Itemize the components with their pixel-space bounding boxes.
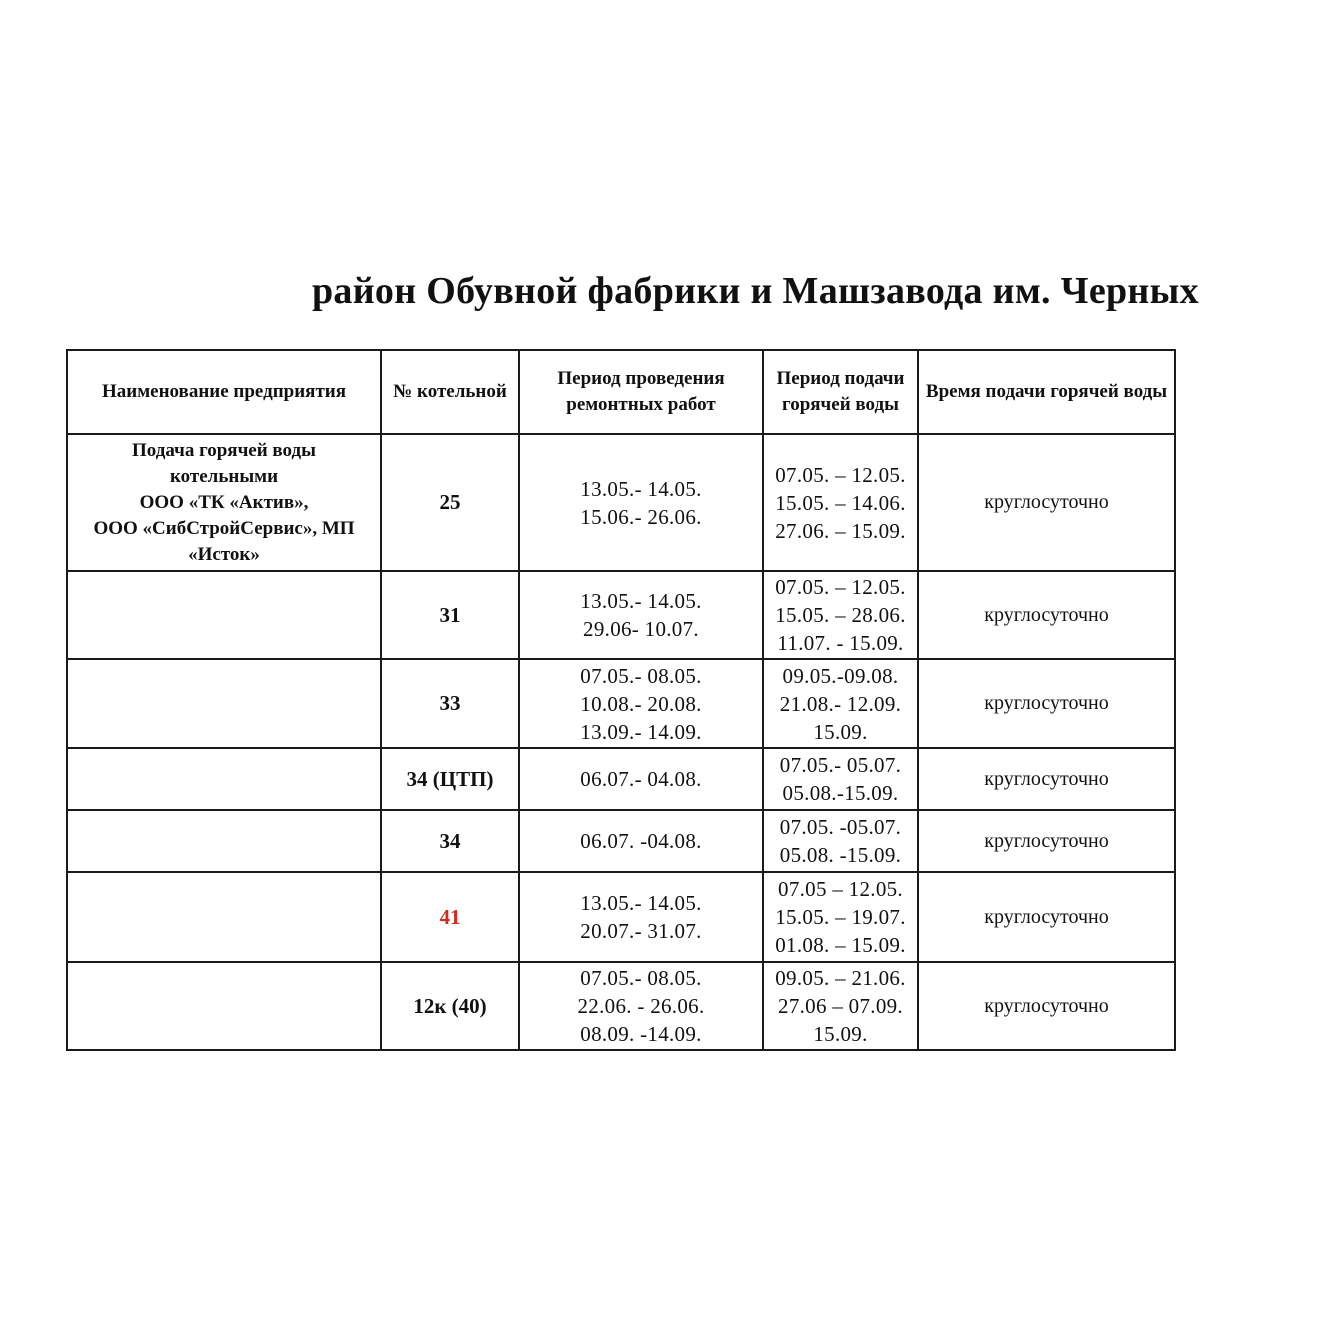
- supply-period-cell: [763, 872, 918, 962]
- header-repair-period: Период проведения ремонтных работ: [519, 350, 763, 434]
- table-row: [67, 571, 1175, 659]
- supply-line: 27.06 – 07.09.: [778, 994, 903, 1018]
- organization-line: котельными: [169, 465, 279, 487]
- repair-line: 08.09. -14.09.: [580, 1022, 702, 1046]
- supply-time-cell: круглосуточно: [918, 659, 1175, 748]
- table-body: [67, 434, 1175, 1050]
- supply-line: 09.05.-09.08.: [782, 663, 899, 688]
- repair-line: 15.06.- 26.06.: [580, 504, 702, 529]
- supply-line: 27.06. – 15.09.: [775, 518, 906, 543]
- repair-period-cell: [519, 872, 763, 962]
- supply-line: 05.08.-15.09.: [782, 781, 899, 805]
- supply-line: 15.05. – 28.06.: [775, 603, 906, 627]
- organization-cell: [67, 872, 381, 962]
- supply-line: 15.09.: [813, 719, 868, 744]
- supply-period-cell: [763, 748, 918, 810]
- boiler-number-cell: 12к (40): [381, 962, 519, 1050]
- organization-cell: [67, 659, 381, 748]
- supply-line: 11.07. - 15.09.: [777, 631, 904, 655]
- organization-line: Подача горячей воды: [132, 439, 316, 461]
- supply-period-cell: [763, 810, 918, 872]
- supply-period-cell: [763, 659, 918, 748]
- supply-time-cell: круглосуточно: [918, 962, 1175, 1050]
- repair-period-cell: [519, 810, 763, 872]
- repair-period-cell: [519, 659, 763, 748]
- repair-line: 06.07.- 04.08.: [580, 767, 702, 791]
- supply-period-cell: [763, 571, 918, 659]
- boiler-number-cell: 41: [381, 872, 519, 962]
- header-boiler-number: № котельной: [381, 350, 519, 434]
- supply-line: 07.05 – 12.05.: [778, 877, 903, 901]
- organization-cell: [67, 434, 381, 571]
- table-row: [67, 748, 1175, 810]
- boiler-number-cell: 34: [381, 810, 519, 872]
- header-supply-time: Время подачи горячей воды: [918, 350, 1175, 434]
- repair-period-cell: [519, 571, 763, 659]
- hot-water-schedule-table: [66, 349, 1176, 1051]
- organization-line: ООО «СибСтройСервис», МП: [93, 517, 355, 539]
- supply-line: 09.05. – 21.06.: [775, 966, 906, 990]
- supply-period-cell: [763, 434, 918, 571]
- organization-cell: [67, 571, 381, 659]
- repair-line: 07.05.- 08.05.: [580, 663, 702, 688]
- repair-line: 10.08.- 20.08.: [580, 691, 702, 716]
- table-row: [67, 872, 1175, 962]
- repair-line: 13.09.- 14.09.: [580, 719, 702, 744]
- supply-line: 01.08. – 15.09.: [775, 933, 906, 957]
- supply-line: 15.05. – 14.06.: [775, 490, 906, 515]
- repair-line: 13.05.- 14.05.: [580, 589, 702, 613]
- supply-line: 07.05. -05.07.: [779, 815, 902, 839]
- supply-time-cell: круглосуточно: [918, 571, 1175, 659]
- page-title: район Обувной фабрики и Машзавода им. Черных: [312, 270, 1199, 312]
- organization-cell: [67, 810, 381, 872]
- supply-time-cell: круглосуточно: [918, 872, 1175, 962]
- supply-time-cell: круглосуточно: [918, 810, 1175, 872]
- repair-line: 13.05.- 14.05.: [580, 476, 702, 501]
- table-row: [67, 659, 1175, 748]
- table-row: [67, 810, 1175, 872]
- repair-line: 07.05.- 08.05.: [580, 966, 702, 990]
- repair-line: 29.06- 10.07.: [583, 617, 699, 641]
- supply-time-cell: круглосуточно: [918, 748, 1175, 810]
- boiler-number-cell: 33: [381, 659, 519, 748]
- organization-cell: [67, 962, 381, 1050]
- header-organization: Наименование предприятия: [67, 350, 381, 434]
- supply-line: 07.05.- 05.07.: [779, 753, 902, 777]
- supply-line: 07.05. – 12.05.: [775, 462, 906, 487]
- repair-line: 06.07. -04.08.: [580, 829, 702, 853]
- repair-line: 13.05.- 14.05.: [580, 891, 702, 915]
- table-row: [67, 434, 1175, 571]
- table-row: [67, 962, 1175, 1050]
- supply-period-cell: [763, 962, 918, 1050]
- boiler-number-cell: 34 (ЦТП): [381, 748, 519, 810]
- organization-line: ООО «ТК «Актив»,: [139, 491, 309, 513]
- supply-line: 15.09.: [813, 1022, 868, 1046]
- supply-line: 05.08. -15.09.: [779, 843, 902, 867]
- boiler-number-cell: 25: [381, 434, 519, 571]
- repair-period-cell: [519, 962, 763, 1050]
- repair-line: 22.06. - 26.06.: [577, 994, 705, 1018]
- repair-line: 20.07.- 31.07.: [580, 919, 702, 943]
- table-header-row: [67, 350, 1175, 434]
- supply-line: 07.05. – 12.05.: [775, 575, 906, 599]
- boiler-number-cell: 31: [381, 571, 519, 659]
- header-supply-period: Период подачи горячей воды: [763, 350, 918, 434]
- supply-time-cell: круглосуточно: [918, 434, 1175, 571]
- organization-cell: [67, 748, 381, 810]
- supply-line: 15.05. – 19.07.: [775, 905, 906, 929]
- repair-period-cell: [519, 434, 763, 571]
- organization-line: «Исток»: [188, 543, 260, 565]
- repair-period-cell: [519, 748, 763, 810]
- supply-line: 21.08.- 12.09.: [779, 691, 902, 716]
